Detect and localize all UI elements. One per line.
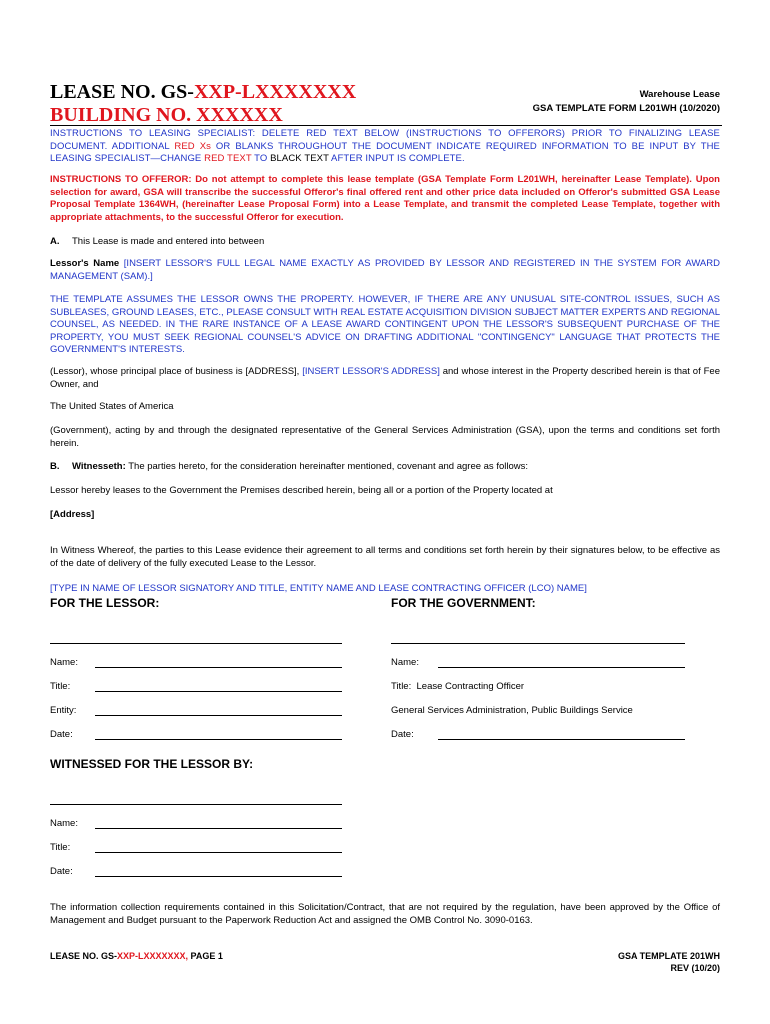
footer-page-number: PAGE 1	[188, 951, 223, 961]
witnesseth-text: The parties hereto, for the consideration hereinafter mentioned, covenant and agree as follows:	[125, 461, 529, 472]
lease-number-prefix: LEASE NO. GS-	[50, 81, 194, 103]
witness-title-field-label: Title:	[50, 842, 71, 853]
specialist-text-4: AFTER INPUT IS COMPLETE.	[328, 153, 465, 164]
witnesseth-label: Witnesseth:	[72, 461, 126, 472]
lessor-entity-field-label: Entity:	[50, 705, 77, 716]
template-form-label: GSA TEMPLATE FORM L201WH (10/2020)	[532, 103, 720, 114]
witness-signature-line[interactable]	[50, 804, 342, 805]
government-name-line[interactable]	[438, 667, 685, 668]
section-a-label: A.	[50, 236, 60, 247]
government-title-field	[391, 681, 524, 693]
section-b-label: B.	[50, 461, 60, 472]
witness-date-line[interactable]	[95, 876, 342, 877]
section-a-text: This Lease is made and entered into between	[72, 236, 265, 247]
building-number-placeholder: XXXXXX	[196, 104, 283, 126]
government-date-field-label: Date:	[391, 729, 414, 740]
footer-template-rev	[618, 950, 720, 974]
for-the-government-heading: FOR THE GOVERNMENT:	[391, 596, 536, 610]
lessor-name-placeholder: [INSERT LESSOR'S FULL LEGAL NAME EXACTLY AS PROVIDED BY LESSOR AND REGISTERED IN THE SYSTEM FOR AWARD MANAGEMENT (SAM).]	[50, 258, 720, 282]
witness-date-field-label: Date:	[50, 866, 73, 877]
lessor-signature-line[interactable]	[50, 643, 342, 644]
specialist-text-2: OR BLANKS THROUGHOUT THE DOCUMENT INDICATE REQUIRED INFORMATION TO BE INPUT BY THE LEASING SPECIALIST—CHANGE	[50, 140, 720, 164]
specialist-black-text: BLACK TEXT	[270, 153, 329, 164]
header-doc-type	[533, 88, 720, 116]
header-rule	[50, 125, 722, 126]
lessor-para-text-1: (Lessor), whose principal place of business is [ADDRESS],	[50, 366, 303, 377]
section-b-text	[72, 461, 528, 473]
witness-title-line[interactable]	[95, 852, 342, 853]
footer-revision: REV (10/20)	[670, 963, 720, 973]
section-a-letter	[50, 236, 60, 248]
lease-number-title	[50, 80, 356, 104]
lessor-para-text-2: and whose interest in the Property described herein is that of Fee Owner, and	[50, 366, 720, 390]
government-title-value: Lease Contracting Officer	[416, 681, 525, 692]
lessor-title-line[interactable]	[95, 691, 342, 692]
footer-lease-prefix: LEASE NO. GS-	[50, 951, 118, 961]
lessor-entity-line[interactable]	[95, 715, 342, 716]
witness-name-line[interactable]	[95, 828, 342, 829]
usa-line: The United States of America	[50, 401, 174, 412]
footer-template-name: GSA TEMPLATE 201WH	[617, 951, 720, 961]
lessor-name-paragraph	[50, 258, 720, 283]
lessor-date-field-label: Date:	[50, 729, 73, 740]
section-b-letter	[50, 461, 60, 473]
lessor-name-field-label: Name:	[50, 657, 78, 668]
lessor-address-paragraph	[50, 366, 720, 391]
footer-lease-number	[50, 950, 223, 962]
footer-lease-placeholder: XXP-LXXXXXXX,	[117, 951, 189, 961]
lease-number-placeholder: XXP-LXXXXXXX	[193, 81, 357, 103]
paperwork-reduction-note: The information collection requirements contained in this Solicitation/Contract, that are not required by the regulation, have been approved by the Office of Management and Budget pursuant to the Paperwork Reduction Act and assigned the OMB Control No. 3090-0163.	[50, 902, 720, 926]
specialist-red-xs: RED Xs	[174, 140, 211, 152]
template-assumption-note: THE TEMPLATE ASSUMES THE LESSOR OWNS THE PROPERTY. HOWEVER, IF THERE ARE ANY UNUSUAL SITE-CONTROL ISSUES, SUCH AS SUBLEASES, GROUND LEASES, ETC., PLEASE CONSULT WITH REAL ESTATE ACQUISITION DIVISION SUBJECT MATTER EXPERTS AND REGIONAL COUNSEL, AS NEEDED. IN THE RARE INSTANCE OF A LEASE AWARD CONTINGENT UPON THE LESSOR'S SUBSEQUENT PURCHASE OF THE PROPERTY, YOU MUST SEEK REGIONAL COUNSEL'S ADVICE ON DRAFTING ADDITIONAL "CONTINGENCY" LANGUAGE THAT PROTECTS THE GOVERNMENT'S INTERESTS.	[50, 294, 720, 355]
for-the-lessor-heading: FOR THE LESSOR:	[50, 596, 160, 610]
lessor-address-placeholder: [INSERT LESSOR'S ADDRESS]	[302, 366, 440, 377]
witnessed-heading: WITNESSED FOR THE LESSOR BY:	[50, 757, 254, 771]
specialist-text-1: INSTRUCTIONS TO LEASING SPECIALIST: DELETE RED TEXT BELOW (INSTRUCTIONS TO OFFERORS) PRIOR TO FINALIZING LEASE DOCUMENT. ADDITIONAL	[50, 128, 720, 152]
building-number-label: BUILDING NO.	[50, 104, 197, 126]
government-title-label: Title:	[391, 681, 412, 692]
witness-name-field-label: Name:	[50, 818, 78, 829]
lessor-title-field-label: Title:	[50, 681, 71, 692]
in-witness-paragraph: In Witness Whereof, the parties to this Lease evidence their agreement to all terms and conditions set forth herein by their signatures below, to be effective as of the date of delivery of the fully executed Lease to the Lessor.	[50, 545, 720, 569]
instructions-offeror: INSTRUCTIONS TO OFFEROR: Do not attempt to complete this lease template (GSA Template Form L201WH, hereinafter Lease Template). Upon selection for award, GSA will transcribe the successful Offeror's final offered rent and other price data included on Offeror's submitted GSA Lease Proposal Template 1364WH, (hereinafter Lease Proposal Form) into a Lease Template, and transmit the completed Lease Template, together with appropriate attachments, to the successful Offeror for execution.	[50, 174, 720, 223]
government-name-field-label: Name:	[391, 657, 419, 668]
government-paragraph: (Government), acting by and through the designated representative of the General Services Administration (GSA), upon the terms and conditions set forth herein.	[50, 425, 720, 449]
government-entity-value: General Services Administration, Public Buildings Service	[391, 705, 633, 716]
lessor-date-line[interactable]	[95, 739, 342, 740]
premises-paragraph: Lessor hereby leases to the Government the Premises described herein, being all or a portion of the Property located at	[50, 485, 553, 496]
building-number-title	[50, 103, 283, 127]
lessor-name-line[interactable]	[95, 667, 342, 668]
specialist-text-3: TO	[251, 153, 271, 164]
signatory-type-instruction: [TYPE IN NAME OF LESSOR SIGNATORY AND TITLE, ENTITY NAME AND LEASE CONTRACTING OFFICER (LCO) NAME]	[50, 583, 587, 594]
lessor-name-label: Lessor's Name	[50, 258, 120, 269]
instructions-leasing-specialist	[50, 128, 720, 166]
doc-type-label: Warehouse Lease	[639, 89, 720, 100]
government-signature-line[interactable]	[391, 643, 685, 644]
government-date-line[interactable]	[438, 739, 685, 740]
property-address-placeholder: [Address]	[50, 509, 95, 520]
specialist-red-text: RED TEXT	[204, 153, 252, 164]
